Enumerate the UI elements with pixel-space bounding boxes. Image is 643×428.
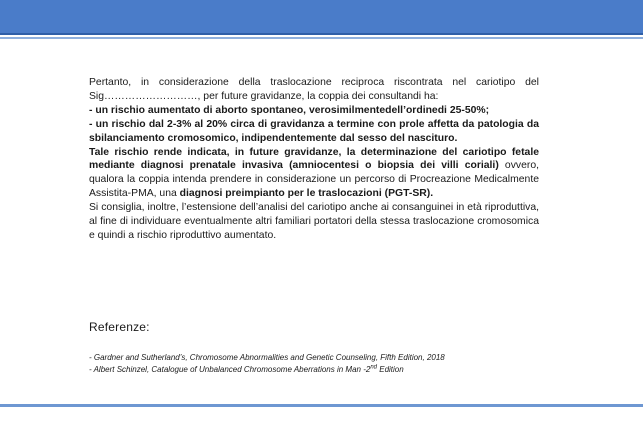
pma-text: ovvero, qualora la coppia intenda prendere in considerazione un percorso di Procreazione Medicalmente Assistita-PMA, una xyxy=(89,160,539,200)
prenatal-diagnosis-text: Tale rischio rende indicata, in future gravidanze, la determinazione del cariotipo fetale mediante diagnosi prenatale invasiva (amniocentesi o biopsia dei villi coriali) xyxy=(89,146,539,172)
references-list xyxy=(89,352,549,376)
pgt-sr-text: diagnosi preimpianto per le traslocazioni (PGT-SR). xyxy=(179,188,434,200)
references-title: Referenze: xyxy=(89,320,150,334)
risk-miscarriage: - un rischio aumentato di aborto spontaneo, verosimilmentedell’ordinedi 25-50%; xyxy=(89,104,490,116)
header-divider xyxy=(0,37,643,39)
reference-text: - Albert Schinzel, Catalogue of Unbalanced Chromosome Aberrations in Man -2 xyxy=(89,365,371,374)
risk-unbalanced-offspring: - un rischio dal 2-3% al 20% circa di gravidanza a termine con prole affetta da patologia da sbilanciamento cromosomico, indipendentemente dal sesso del nascituro. xyxy=(89,118,539,144)
paragraph-intro: Pertanto, in considerazione della traslocazione reciproca riscontrata nel cariotipo del Sig………………………, per future gravidanze, la coppia dei consultandi ha: xyxy=(89,77,539,102)
footer-divider xyxy=(0,404,643,407)
reference-superscript: nd xyxy=(370,364,378,371)
reference-item xyxy=(89,364,549,376)
reference-item: - Gardner and Sutherland’s, Chromosome Abnormalities and Genetic Counseling, Fifth Edition, 2018 xyxy=(89,353,445,362)
reference-text-tail: Edition xyxy=(377,365,404,374)
report-body xyxy=(89,76,539,243)
paragraph-recommendation: Si consiglia, inoltre, l’estensione dell’analisi del cariotipo anche ai consanguinei in età riproduttiva, al fine di individuare eventualmente altri familiari portatori della stessa traslocazione cromosomica e quindi a rischio riproduttivo aumentato. xyxy=(89,202,539,241)
header-band xyxy=(0,0,643,35)
paragraph-diagnosis xyxy=(89,146,539,202)
